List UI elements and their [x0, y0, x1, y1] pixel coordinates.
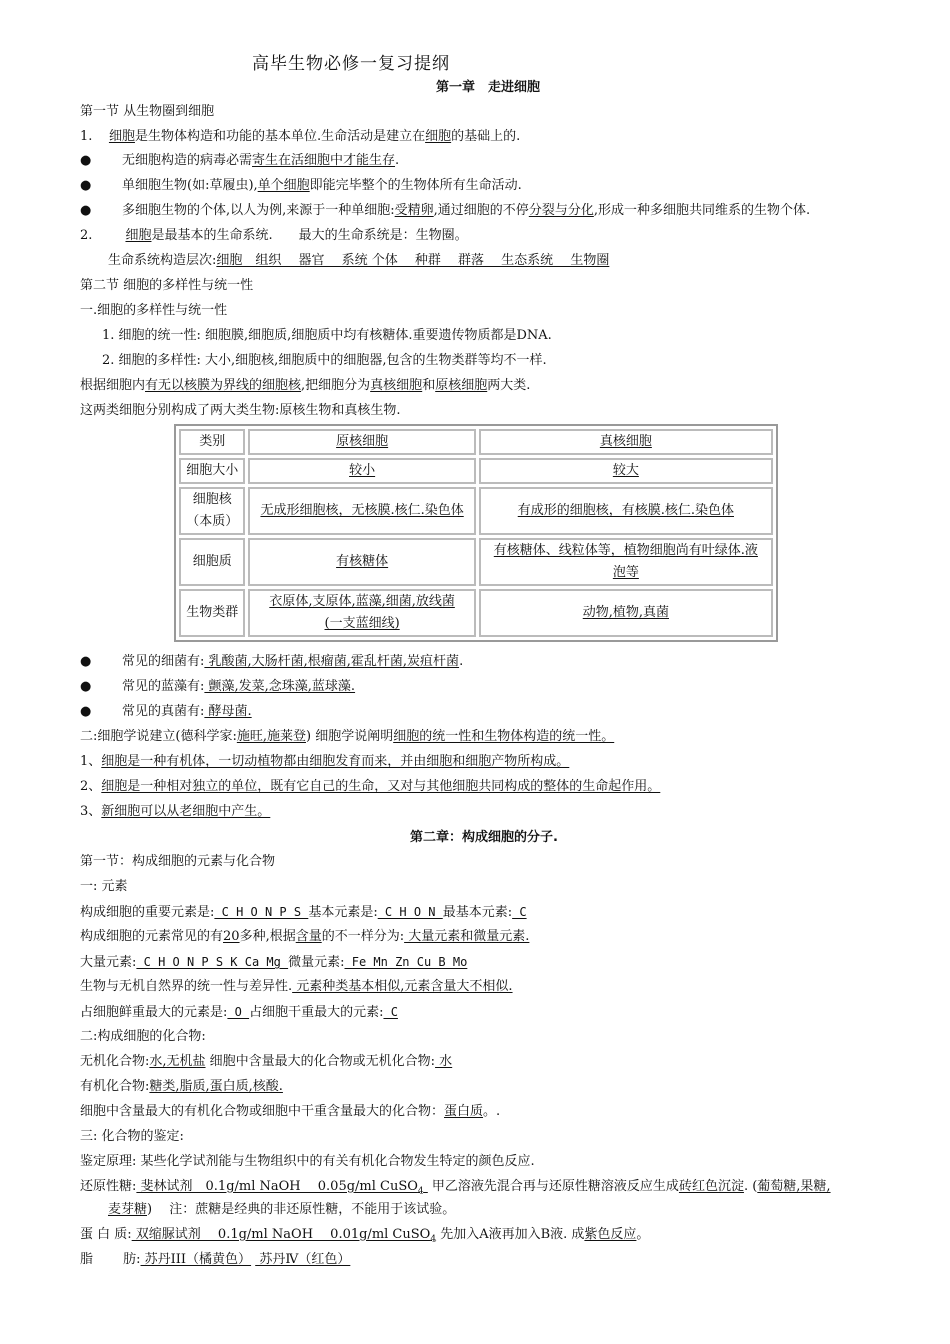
chapter-1-heading: 第一章 走进细胞 — [436, 80, 541, 95]
table-cell: 无成形细胞核，无核膜.核仁.染色体 — [248, 487, 475, 535]
term: C — [383, 1005, 398, 1019]
term: 受精卵 — [394, 203, 434, 218]
term: 原核细胞 — [435, 378, 488, 393]
term: 紫色反应 — [584, 1227, 637, 1242]
term: 水,无机盐 — [149, 1054, 206, 1069]
text: ,把细胞分为 — [301, 378, 371, 393]
text: 微量元素: — [288, 955, 345, 970]
elements-line-5 — [80, 1002, 398, 1023]
text: 细胞中含量最大的有机化合物或细胞中干重含量最大的化合物： — [80, 1104, 445, 1119]
term: O — [227, 1005, 250, 1019]
term: 糖类,脂质,蛋白质,核酸. — [149, 1079, 283, 1094]
bullet-icon: ● — [80, 654, 92, 669]
text: 根据细胞内 — [80, 378, 146, 393]
num: 2. — [80, 228, 93, 243]
term: C — [512, 905, 527, 919]
table-cell: 细胞大小 — [179, 458, 245, 484]
subsection-heading: 一.细胞的多样性与统一性 — [80, 303, 228, 318]
text: 还原性糖: — [80, 1179, 137, 1194]
reagent: 斐林试剂 0.1g/ml NaOH 0.05g/ml CuSO — [136, 1179, 418, 1194]
term: 葡萄糖,果糖, — [757, 1179, 831, 1194]
cell-theory-2 — [80, 777, 660, 797]
term: 砖红色沉淀 — [678, 1179, 744, 1194]
table-header-cell: 原核细胞 — [248, 429, 475, 455]
term: 有无以核膜为界线的细胞核 — [145, 378, 302, 393]
reducing-sugar-line-2 — [108, 1200, 455, 1220]
text: 占细胞鲜重最大的元素是: — [80, 1005, 228, 1020]
inorganic-line — [80, 1052, 452, 1072]
bullet-unicellular — [122, 176, 522, 196]
bacteria-line — [122, 652, 463, 672]
term: 细胞 — [425, 129, 452, 144]
bullet-icon: ● — [80, 679, 92, 694]
bullet-icon: ● — [80, 178, 92, 193]
reducing-sugar-line — [80, 1177, 831, 1202]
protein-line — [80, 1102, 500, 1122]
cyanobacteria-line — [122, 677, 355, 697]
identification-heading: 三: 化合物的鉴定: — [80, 1129, 184, 1144]
term: 细胞是一种有机体，一切动植物都由细胞发育而来，并由细胞和细胞产物所构成。 — [101, 754, 570, 769]
text: 细胞中含量最大的化合物或无机化合物: — [205, 1054, 436, 1069]
bullet-icon: ● — [80, 704, 92, 719]
text: 生物与无机自然界的统一性与差异性. — [80, 979, 293, 994]
fat-test-line — [80, 1250, 350, 1270]
term: 苏丹III（橘黄色） — [140, 1252, 252, 1267]
text: 多种,根据 — [239, 929, 296, 944]
term: C H O N P S K Ca Mg — [136, 955, 289, 969]
term — [131, 1227, 437, 1245]
table-header-cell: 类别 — [179, 429, 245, 455]
text: ,通过细胞的不停 — [433, 203, 529, 218]
num: 2、 — [80, 779, 102, 794]
term: 麦芽糖 — [108, 1202, 148, 1217]
text: 先加入A液再加入B液. 成 — [436, 1227, 585, 1242]
cell-line: 衣原体,支原体,蓝藻,细菌,放线菌 — [269, 594, 455, 609]
table-cell: 较大 — [479, 458, 773, 484]
table-cell — [479, 538, 773, 586]
cell-comparison-table — [174, 424, 778, 642]
term: 细胞 — [125, 228, 152, 243]
term: C H O N P S — [214, 905, 309, 919]
num: 1. — [80, 129, 93, 144]
table-row — [179, 538, 773, 586]
text: 多细胞生物的个体,以人为例,来源于一种单细胞: — [122, 203, 395, 218]
elements-heading: 一: 元素 — [80, 879, 128, 894]
text: 单细胞生物(如:草履虫), — [122, 178, 258, 193]
term: 细胞 组织 器官 系统 个体 种群 群落 生态系统 生物圈 — [216, 253, 610, 268]
table-cell: 有核糖体 — [248, 538, 475, 586]
text: . — [395, 153, 400, 168]
text: ,形成一种多细胞共同维系的生物个体. — [593, 203, 811, 218]
table-cell: 细胞质 — [179, 538, 245, 586]
elements-line-1 — [80, 902, 527, 923]
cell-line: 有核糖体、线粒体等，植物细胞尚有叶绿体.液 — [493, 543, 758, 558]
elements-line-4 — [80, 977, 513, 997]
reagent: 双缩脲试剂 0.1g/ml NaOH 0.01g/ml CuSO — [131, 1227, 431, 1242]
text: 的不一样分为: — [321, 929, 405, 944]
table-cell — [179, 487, 245, 535]
term: 20 — [223, 929, 240, 944]
protein-test-line — [80, 1225, 649, 1250]
table-cell: 较小 — [248, 458, 475, 484]
text: 。 — [636, 1227, 650, 1242]
num: 3、 — [80, 804, 102, 819]
text: 大量元素: — [80, 955, 137, 970]
term: 寄生在活细胞中才能生存 — [252, 153, 396, 168]
doc-title: 高毕生物必修一复习提纲 — [252, 54, 450, 74]
term — [136, 1179, 427, 1197]
elements-line-3 — [80, 952, 467, 973]
num: 1、 — [80, 754, 102, 769]
text: 有机化合物: — [80, 1079, 150, 1094]
bullet-virus — [122, 151, 399, 171]
text: 两大类. — [487, 378, 531, 393]
table-row — [179, 589, 773, 637]
text: 甲乙溶液先混合再与还原性糖溶液反应生成 — [427, 1179, 679, 1194]
table-cell: 有成形的细胞核，有核膜.核仁.染色体 — [479, 487, 773, 535]
chapter-2-heading: 第二章：构成细胞的分子. — [410, 830, 558, 845]
text: 最基本元素: — [442, 905, 513, 920]
term: 真核细胞 — [370, 378, 423, 393]
text: 构成细胞的元素常见的有 — [80, 929, 224, 944]
cell-line: (一支蓝细线) — [324, 616, 400, 631]
text: 二:细胞学说建立(德科学家: — [80, 729, 237, 744]
term: 酵母菌. — [204, 704, 252, 719]
section-3-heading: 第一节：构成细胞的元素与化合物 — [80, 854, 276, 869]
point-2 — [80, 226, 468, 246]
cell-theory-1 — [80, 752, 569, 772]
section-2-heading: 第二节 细胞的多样性与统一性 — [80, 278, 254, 293]
cell-line: 细胞核 — [192, 492, 232, 507]
text: 常见的真菌有: — [122, 704, 205, 719]
term: 颤藻,发菜,念珠藻,蓝球藻. — [204, 679, 356, 694]
classification-line — [80, 376, 530, 396]
text: . — [459, 654, 464, 669]
cell-line: （本质） — [186, 514, 239, 529]
table-cell: 动物,植物,真菌 — [479, 589, 773, 637]
identification-principle: 鉴定原理: 某些化学试剂能与生物组织中的有关有机化合物发生特定的颜色反应. — [80, 1154, 535, 1169]
term: 细胞 — [108, 129, 135, 144]
text: 基本元素是: — [308, 905, 378, 920]
text: 常见的细菌有: — [122, 654, 205, 669]
text: 。. — [483, 1104, 501, 1119]
unity-point: 1. 细胞的统一性: 细胞膜,细胞质,细胞质中均有核糖体.重要遗传物质都是DNA. — [102, 328, 552, 343]
text: 是最基本的生命系统. 最大的生命系统是：生物圈。 — [151, 228, 468, 243]
term: 乳酸菌,大肠杆菌,根瘤菌,霍乱杆菌,炭疽杆菌 — [204, 654, 460, 669]
compounds-heading: 二:构成细胞的化合物: — [80, 1029, 206, 1044]
fungi-line — [122, 702, 252, 722]
text: . ( — [743, 1179, 758, 1194]
bullet-icon: ● — [80, 203, 92, 218]
section-1-heading: 第一节 从生物圈到细胞 — [80, 104, 215, 119]
cell-theory-3 — [80, 802, 270, 822]
term: 水 — [435, 1054, 453, 1069]
term: 细胞的统一性和生物体构造的统一性。 — [393, 729, 615, 744]
elements-line-2 — [80, 927, 529, 947]
term: C H O N — [377, 905, 443, 919]
term: 元素种类基本相似,元素含量大不相似. — [292, 979, 513, 994]
text: 无机化合物: — [80, 1054, 150, 1069]
text: 构成细胞的重要元素是: — [80, 905, 215, 920]
text: 生命系统构造层次: — [108, 253, 217, 268]
term: Fe Mn Zn Cu B Mo — [344, 955, 468, 969]
text: 的基础上的. — [451, 129, 521, 144]
text: 和 — [422, 378, 436, 393]
table-row — [179, 458, 773, 484]
cell-theory-heading — [80, 727, 614, 747]
term: 大量元素和微量元素. — [404, 929, 530, 944]
table-cell: 生物类群 — [179, 589, 245, 637]
term: 施旺,施莱登 — [236, 729, 306, 744]
text: 蛋 白 质: — [80, 1227, 132, 1242]
two-types-line: 这两类细胞分别构成了两大类生物:原核生物和真核生物. — [80, 403, 401, 418]
table-cell — [248, 589, 475, 637]
subscript: 4 — [430, 1234, 437, 1245]
text: 占细胞干重最大的元素: — [249, 1005, 384, 1020]
table-header-cell: 真核细胞 — [479, 429, 773, 455]
text: 是生物体构造和功能的基本单位.生命活动是建立在 — [134, 129, 426, 144]
text: 无细胞构造的病毒必需 — [122, 153, 253, 168]
bullet-multicellular — [122, 201, 810, 221]
term: 单个细胞 — [257, 178, 310, 193]
diversity-point: 2. 细胞的多样性: 大小,细胞核,细胞质中的细胞器,包含的生物类群等均不一样. — [102, 353, 547, 368]
table-row — [179, 429, 773, 455]
term: 新细胞可以从老细胞中产生。 — [101, 804, 271, 819]
term: 含量 — [295, 929, 322, 944]
text: 脂 肪: — [80, 1252, 141, 1267]
text: 常见的蓝藻有: — [122, 679, 205, 694]
term: 苏丹Ⅳ（红色） — [255, 1252, 351, 1267]
table-row — [179, 487, 773, 535]
text: ) 注：蔗糖是经典的非还原性糖，不能用于该试验。 — [147, 1202, 456, 1217]
term: 细胞是一种相对独立的单位，既有它自己的生命，又对与其他细胞共同构成的整体的生命起作用。 — [101, 779, 661, 794]
point-1 — [80, 127, 520, 147]
cell-line: 泡等 — [612, 565, 639, 580]
bullet-icon: ● — [80, 153, 92, 168]
subscript: 4 — [417, 1186, 424, 1197]
life-system-levels — [108, 251, 609, 271]
text: ) 细胞学说阐明 — [305, 729, 394, 744]
term: 蛋白质 — [444, 1104, 484, 1119]
text: 即能完毕整个的生物体所有生命活动. — [309, 178, 522, 193]
term: 分裂与分化 — [528, 203, 594, 218]
organic-line — [80, 1077, 283, 1097]
